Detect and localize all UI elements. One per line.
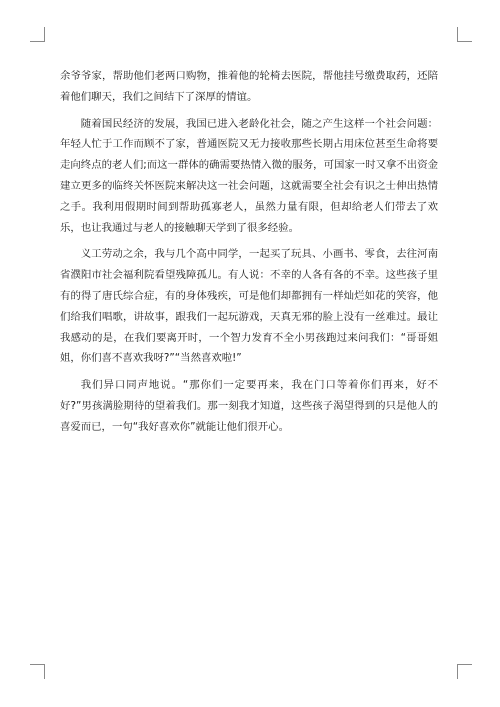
crop-mark-top-right — [457, 27, 472, 42]
crop-mark-bottom-left — [30, 664, 45, 679]
crop-mark-bottom-right — [457, 664, 472, 679]
paragraph: 我们异口同声地说。“那你们一定要再来，我在门口等着你们再来，好不好?”男孩满脸期待的望着我们。那一刻我才知道，这些孩子渴望得到的只是他人的喜爱而已，一句“我好喜欢你”就能让他们很开心。 — [60, 379, 438, 433]
paragraph: 余爷爷家，帮助他们老两口购物，推着他的轮椅去医院，帮他挂号缴费取药，还陪着他们聊天，我们之间结下了深厚的情谊。 — [60, 70, 438, 103]
paragraph: 随着国民经济的发展，我国已进入老龄化社会，随之产生这样一个社会问题：年轻人忙于工作而顾不了家，普通医院又无力接收那些长期占用床位甚至生命将要走向终点的老人们;而这一群体的确需要热情入微的服务，可国家一时又拿不出资金建立更多的临终关怀医院来解决这一社会问题，这就需要全社会有识之士伸出热情之手。我利用假期时间到帮助孤寡老人，虽然力量有限，但却给老人们带去了欢乐，也让我通过与老人的接触聊天学到了很多经验。 — [60, 117, 438, 234]
crop-mark-top-left — [30, 27, 45, 42]
paragraph: 义工劳动之余，我与几个高中同学，一起买了玩具、小画书、零食，去往河南省濮阳市社会福利院看望残障孤儿。有人说：不幸的人各有各的不幸。这些孩子里有的得了唐氏综合症，有的身体残疾，可是他们却都拥有一样灿烂如花的笑容，他们给我们唱歌，讲故事，跟我们一起玩游戏，天真无邪的脸上没有一丝难过。最让我感动的是，在我们要离开时，一个智力发育不全小男孩跑过来问我们：“哥哥姐姐，你们喜不喜欢我呀?”“当然喜欢啦!” — [60, 248, 438, 365]
document-body — [60, 66, 438, 444]
